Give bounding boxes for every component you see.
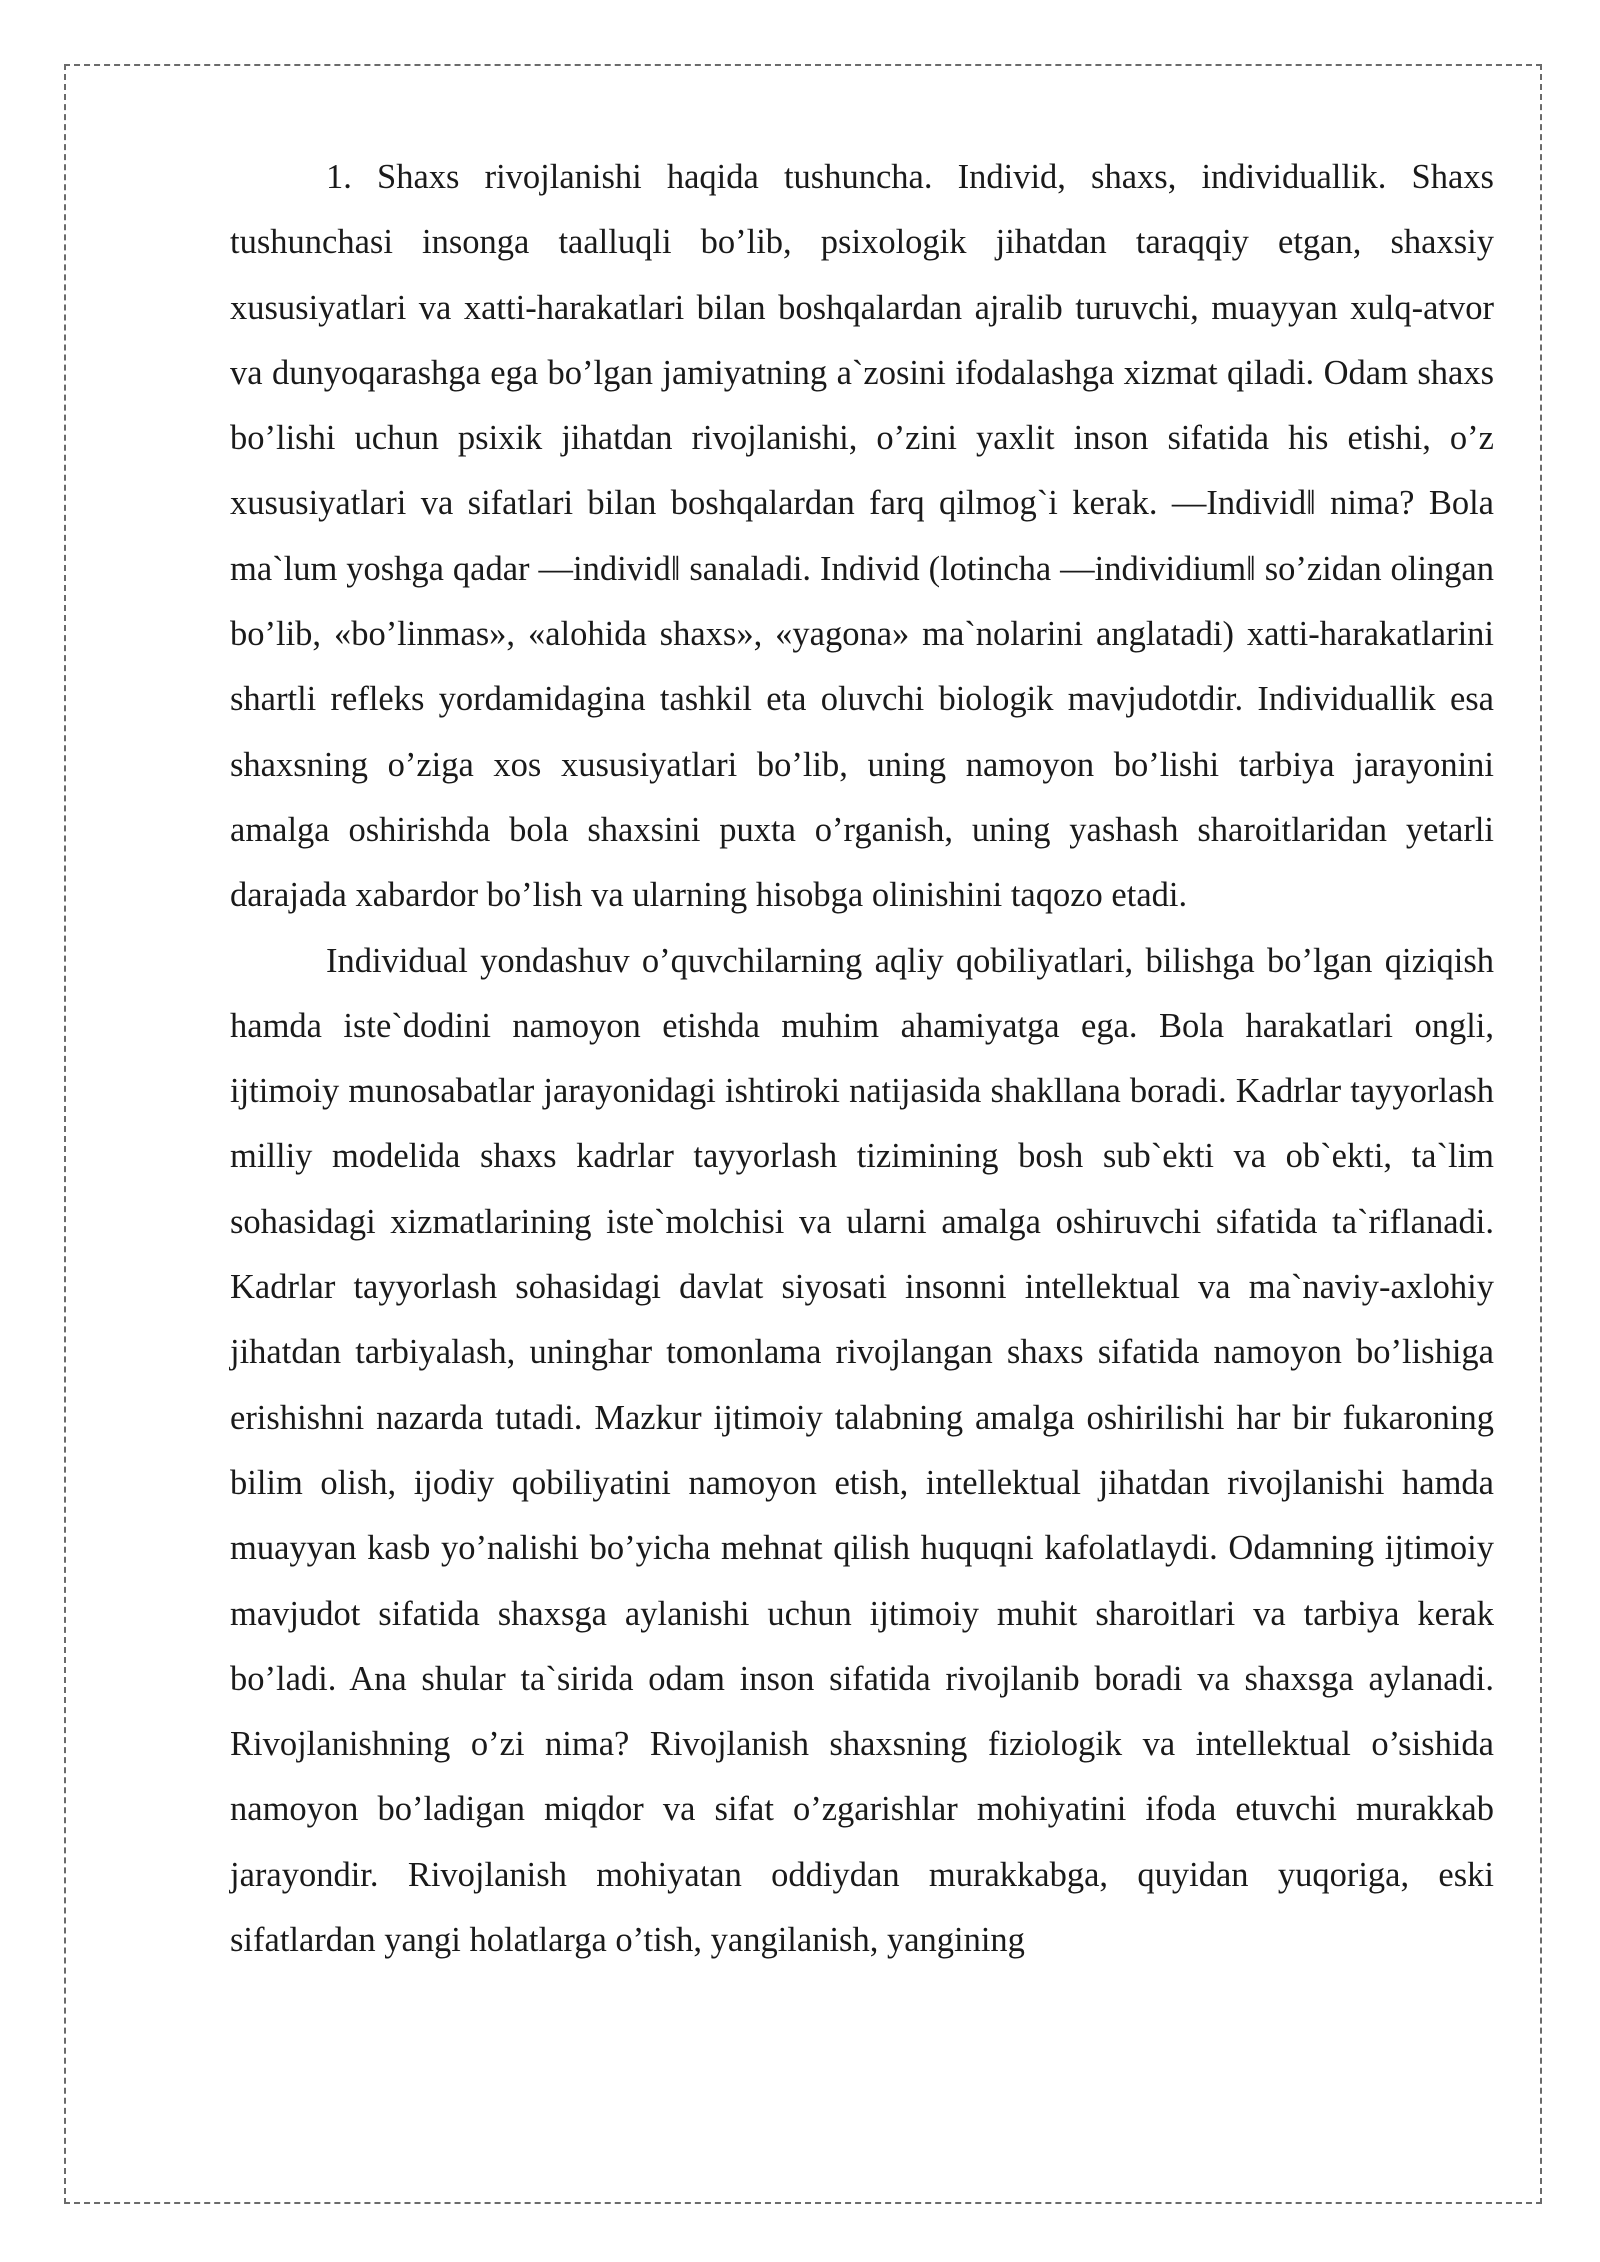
- paragraph-2: Individual yondashuv o’quvchilarning aqliy qobiliyatlari, bilishga bo’lgan qiziqish hamda iste`dodini namoyon etishda muhim ahamiyatga ega. Bola harakatlari ongli, ijtimoiy munosabatlar jarayonidagi ishtiroki natijasida shakllana boradi. Kadrlar tayyorlash milliy modelida shaxs kadrlar tayyorlash tizimining bosh sub`ekti va ob`ekti, ta`lim sohasidagi xizmatlarining iste`molchisi va ularni amalga oshiruvchi sifatida ta`riflanadi. Kadrlar tayyorlash sohasidagi davlat siyosati insonni intellektual va ma`naviy-axlohiy jihatdan tarbiyalash, uninghar tomonlama rivojlangan shaxs sifatida namoyon bo’lishiga erishishni nazarda tutadi. Mazkur ijtimoiy talabning amalga oshirilishi har bir fukaroning bilim olish, ijodiy qobiliyatini namoyon etish, intellektual jihatdan rivojlanishi hamda muayyan kasb yo’nalishi bo’yicha mehnat qilish huquqni kafolatlaydi. Odamning ijtimoiy mavjudot sifatida shaxsga aylanishi uchun ijtimoiy muhit sharoitlari va tarbiya kerak bo’ladi. Ana shular ta`sirida odam inson sifatida rivojlanib boradi va shaxsga aylanadi. Rivojlanishning o’zi nima? Rivojlanish shaxsning fiziologik va intellektual o’sishida namoyon bo’ladigan miqdor va sifat o’zgarishlar mohiyatini ifoda etuvchi murakkab jarayondir. Rivojlanish mohiyatan oddiydan murakkabga, quyidan yuqoriga, eski sifatlardan yangi holatlarga o’tish, yangilanish, yangining: [230, 941, 1494, 1960]
- paragraph-1: 1. Shaxs rivojlanishi haqida tushuncha. Individ, shaxs, individuallik. Shaxs tushunchasi insonga taalluqli bo’lib, psixologik jihatdan taraqqiy etgan, shaxsiy xususiyatlari va xatti-harakatlari bilan boshqalardan ajralib turuvchi, muayyan xulq-atvor va dunyoqarashga ega bo’lgan jamiyatning a`zosini ifodalashga xizmat qiladi. Odam shaxs bo’lishi uchun psixik jihatdan rivojlanishi, o’zini yaxlit inson sifatida his etishi, o’z xususiyatlari va sifatlari bilan boshqalardan farq qilmog`i kerak. ―Individ‖ nima? Bola ma`lum yoshga qadar ―individ‖ sanaladi. Individ (lotincha ―individium‖ so’zidan olingan bo’lib, «bo’linmas», «alohida shaxs», «yagona» ma`nolarini anglatadi) xatti-harakatlarini shartli refleks yordamidagina tashkil eta oluvchi biologik mavjudotdir. Individuallik esa shaxsning o’ziga xos xususiyatlari bo’lib, uning namoyon bo’lishi tarbiya jarayonini amalga oshirishda bola shaxsini puxta o’rganish, uning yashash sharoitlaridan yetarli darajada xabardor bo’lish va ularning hisobga olinishini taqozo etadi.: [230, 158, 1494, 915]
- document-body: [230, 145, 1494, 1973]
